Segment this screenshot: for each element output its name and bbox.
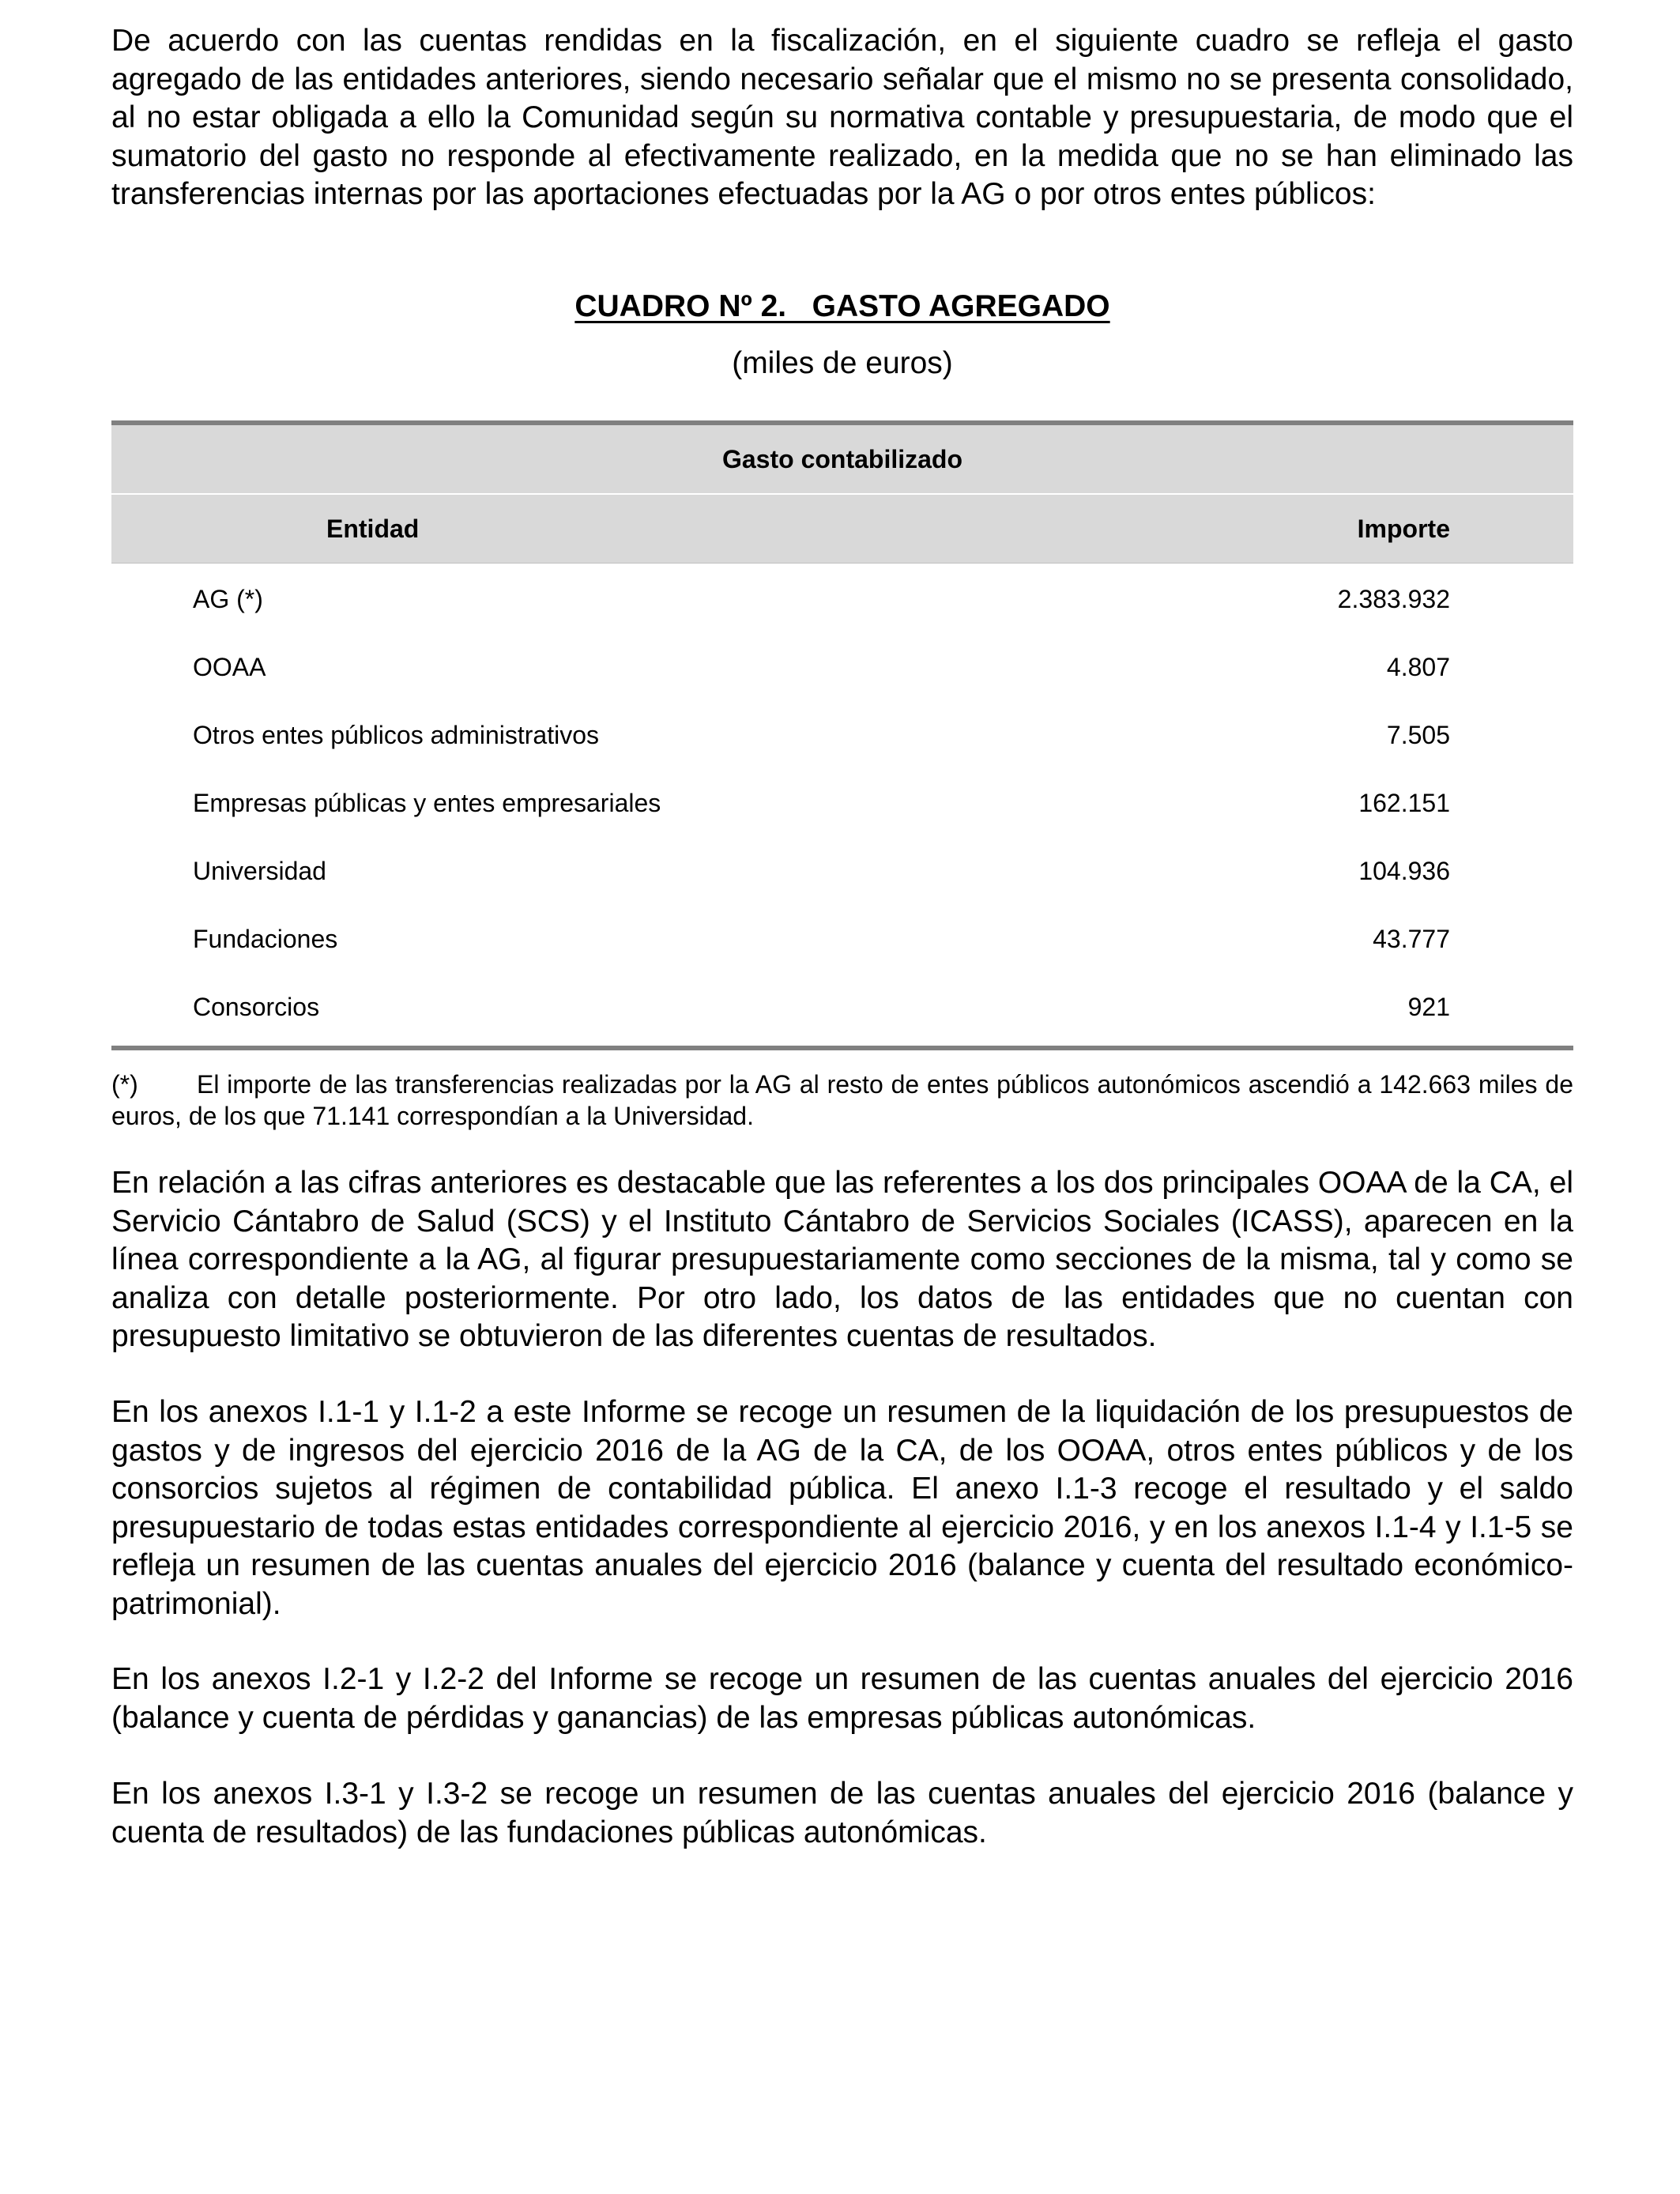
row-entidad: OOAA — [193, 653, 266, 681]
column-headers — [111, 495, 1573, 564]
column-header-importe: Importe — [1357, 515, 1450, 543]
table-row — [111, 565, 1573, 633]
row-entidad: Universidad — [193, 857, 326, 885]
table-title-text: CUADRO Nº 2. GASTO AGREGADO — [574, 289, 1110, 323]
intro-paragraph: De acuerdo con las cuentas rendidas en la fiscalización, en el siguiente cuadro se refleja el gasto agregado de las entidades anteriores, siendo necesario señalar que el mismo no se presenta consolidado, al no estar obligada a ello la Comunidad según su normativa contable y presupuestaria, de modo que el sumatorio del gasto no responde al efectivamente realizado, en la medida que no se han eliminado las transferencias internas por las aportaciones efectuadas por la AG o por otros entes públicos: — [111, 24, 1573, 211]
row-entidad: AG (*) — [193, 585, 263, 613]
table-row — [111, 837, 1573, 905]
row-importe: 104.936 — [1358, 857, 1450, 885]
row-entidad: Fundaciones — [193, 925, 338, 953]
footnote-mark: (*) — [111, 1070, 138, 1099]
body-paragraph: En relación a las cifras anteriores es destacable que las referentes a los dos principales OOAA de la CA, el Servicio Cántabro de Salud (SCS) y el Instituto Cántabro de Servicios Sociales (ICASS), aparecen en la línea correspondiente a la AG, al figurar presupuestariamente como secciones de la misma, tal y como se analiza con detalle posteriormente. Por otro lado, los datos de las entidades que no cuentan con presupuesto limitativo se obtuvieron de las diferentes cuentas de resultados. — [111, 1166, 1573, 1353]
group-header: Gasto contabilizado — [111, 425, 1573, 495]
table-subtitle: (miles de euros) — [732, 346, 953, 380]
row-importe: 2.383.932 — [1337, 585, 1450, 613]
table-row — [111, 769, 1573, 837]
table-row — [111, 701, 1573, 769]
row-entidad: Empresas públicas y entes empresariales — [193, 789, 661, 817]
row-importe: 43.777 — [1373, 925, 1450, 953]
column-header-entidad: Entidad — [326, 515, 420, 543]
table-row — [111, 633, 1573, 701]
row-entidad: Otros entes públicos administrativos — [193, 721, 599, 749]
table-row — [111, 973, 1573, 1041]
row-importe: 921 — [1407, 993, 1450, 1021]
table-footnote — [111, 1069, 1573, 1132]
row-entidad: Consorcios — [193, 993, 320, 1021]
expense-table — [111, 420, 1573, 1050]
footnote-text: El importe de las transferencias realizadas por la AG al resto de entes públicos autonómicos ascendió a 142.663 miles de euros, de los que 71.141 correspondían a la Universidad. — [111, 1070, 1573, 1130]
table-title — [111, 288, 1573, 326]
body-paragraph: En los anexos I.3-1 y I.3-2 se recoge un resumen de las cuentas anuales del ejercicio 2016 (balance y cuenta de resultados) de las fundaciones públicas autonómicas. — [111, 1777, 1573, 1849]
row-importe: 162.151 — [1358, 789, 1450, 817]
table-header — [111, 420, 1573, 564]
body-paragraph: En los anexos I.2-1 y I.2-2 del Informe se recoge un resumen de las cuentas anuales del ejercicio 2016 (balance y cuenta de pérdidas y ganancias) de las empresas públicas autonómicas. — [111, 1662, 1573, 1735]
table-body — [111, 564, 1573, 1050]
table-row — [111, 905, 1573, 973]
body-paragraph: En los anexos I.1-1 y I.1-2 a este Informe se recoge un resumen de la liquidación de los presupuestos de gastos y de ingresos del ejercicio 2016 de la AG de la CA, de los OOAA, otros entes públicos y de los consorcios sujetos al régimen de contabilidad pública. El anexo I.1-3 recoge el resultado y el saldo presupuestario de todas estas entidades correspondiente al ejercicio 2016, y en los anexos I.1-4 y I.1-5 se refleja un resumen de las cuentas anuales del ejercicio 2016 (balance y cuenta del resultado económico-patrimonial). — [111, 1395, 1573, 1621]
row-importe: 4.807 — [1386, 653, 1450, 681]
row-importe: 7.505 — [1386, 721, 1450, 749]
